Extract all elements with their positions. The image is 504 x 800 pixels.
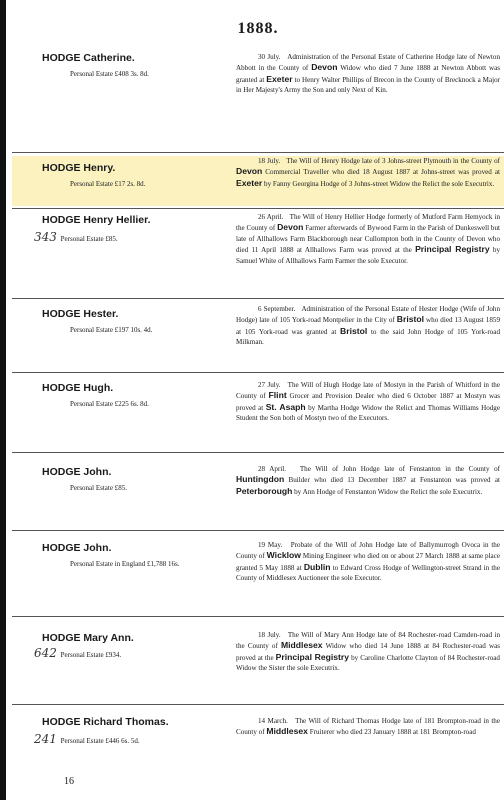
entry-estate: Personal Estate £408 3s. 8d. xyxy=(70,70,149,78)
entry-date: 19 May. xyxy=(258,541,283,549)
entry-estate: Personal Estate £17 2s. 8d. xyxy=(70,180,146,188)
entry-hodge-john-huntingdon xyxy=(12,456,504,526)
entry-name: HODGE Hugh. xyxy=(42,382,114,394)
entry-date: 26 April. xyxy=(258,213,284,221)
entry-name: HODGE Catherine. xyxy=(42,52,135,64)
entry-estate: Personal Estate £85. xyxy=(70,484,127,492)
entry-hodge-hester xyxy=(12,302,504,374)
entry-name: HODGE Hester. xyxy=(42,308,119,320)
entry-divider xyxy=(12,452,504,453)
entry-text: 28 April. The Will of John Hodge late of Fenstanton in the County of Huntingdon Builder who died 13 December 1887 at Fenstanton was proved at Peterborough by Ann Hodge of Fenstanton Widow the Relict the sole Executrix. xyxy=(236,465,500,496)
entry-name: HODGE Henry Hellier. xyxy=(42,214,151,226)
registry-name: Bristol xyxy=(340,325,368,336)
entry-estate: 642 Personal Estate £934. xyxy=(34,646,122,660)
entry-divider xyxy=(12,616,504,617)
entry-text: 26 April. The Will of Henry Hellier Hodge formerly of Mutford Farm Hemyock in the County of Devon Farmer afterwards of Bywood Farm in the Parish of Dunkeswell but late of Allhallows Farm Blackborough near Cullompton both in the County of Devon who died 11 April 1888 at Allhallows Farm was proved at the Principal Registry by Samuel White of Allhallows Farm Farmer the sole Executor. xyxy=(236,213,500,265)
entry-date: 30 July. xyxy=(258,53,281,61)
entry-date: 28 April. xyxy=(258,465,287,473)
entry-hodge-mary-ann xyxy=(12,620,504,700)
county-name: Wicklow xyxy=(266,550,301,561)
entry-text: 14 March. The Will of Richard Thomas Hodge late of 181 Brompton-road in the County of Middlesex Fruiterer who died 23 January 1888 at 181 Brompton-road xyxy=(236,717,500,737)
entry-name: HODGE John. xyxy=(42,466,112,478)
entry-divider xyxy=(12,208,504,209)
entry-divider xyxy=(12,152,504,153)
entry-hodge-catherine xyxy=(12,48,504,148)
county-name: Flint xyxy=(268,390,287,401)
entry-text: 19 May. Probate of the Will of John Hodge late of Ballymurrogh Ovoca in the County of Wicklow Mining Engineer who died on or about 27 March 1888 at same place granted 5 May 1888 at Dublin to Edward Cross Hodge of Wellington-street Strand in the County of Middlesex Auctioneer the sole Executor. xyxy=(236,541,501,583)
registry-name: Exeter xyxy=(266,73,293,84)
county-name: Huntingdon xyxy=(236,474,285,485)
registry-name: Principal Registry xyxy=(415,244,490,255)
page-year: 1888. xyxy=(237,20,279,37)
registry-name: St. Asaph xyxy=(265,401,306,412)
entry-date: 18 July. xyxy=(258,631,281,639)
entry-date: 14 March. xyxy=(258,717,288,725)
county-name: Middlesex xyxy=(281,640,323,651)
entry-text: 27 July. The Will of Hugh Hodge late of Mostyn in the Parish of Whitford in the County of Flint Grocer and Provision Dealer who died 6 October 1887 at Mostyn was proved at St. Asaph by Martha Hodge Widow the Relict and Thomas Williams Hodge Student the Son both of Mostyn two of the Executors. xyxy=(236,381,500,423)
county-name: Devon xyxy=(236,166,263,177)
entry-text: 18 July. The Will of Henry Hodge late of 3 Johns-street Plymouth in the County of Devon Commercial Traveller who died 18 August 1887 at Johns-street was proved at Exeter by Fanny Georgina Hodge of 3 Johns-street Widow the Relict the sole Executrix. xyxy=(236,157,500,188)
entry-text: 30 July. Administration of the Personal Estate of Catherine Hodge late of Newton Abbott in the County of Devon Widow who died 7 June 1888 at Newton Abbott was granted at Exeter to Henry Walter Phillips of Brecon in the County of Brecknock a Major in Her Majesty's Army the Son and only Next of Kin. xyxy=(236,53,501,95)
entry-estate: Personal Estate in England £1,788 16s. xyxy=(70,560,180,568)
entry-divider xyxy=(12,298,504,299)
entry-text: 18 July. The Will of Mary Ann Hodge late of 84 Rochester-road Camden-road in the County of Middlesex Widow who died 14 June 1888 at 84 Rochester-road was proved at the Principal Registry by Caroline Charlotte Clayton of 84 Rochester-road Widow the Sister the sole Executrix. xyxy=(236,631,500,673)
entry-name: HODGE Richard Thomas. xyxy=(42,716,169,728)
entry-divider xyxy=(12,372,504,373)
entry-estate: 343 Personal Estate £85. xyxy=(34,230,118,244)
entry-name: HODGE John. xyxy=(42,542,112,554)
entry-text: 6 September. Administration of the Personal Estate of Hester Hodge (Wife of John Hodge) late of 105 York-road Montpelier in the City of Bristol who died 13 August 1859 at 105 York-road was granted at Bristol to the said John Hodge of 105 York-road Milkman. xyxy=(236,305,500,347)
entry-name: HODGE Henry. xyxy=(42,162,116,174)
entry-hodge-henry-hellier xyxy=(12,212,504,296)
entry-estate: Personal Estate £197 10s. 4d. xyxy=(70,326,153,334)
entry-hodge-john-wicklow xyxy=(12,534,504,612)
entry-estate: Personal Estate £225 6s. 8d. xyxy=(70,400,149,408)
entry-estate: 241 Personal Estate £446 6s. 5d. xyxy=(34,732,140,746)
registry-name: Exeter xyxy=(236,177,263,188)
entry-date: 6 September. xyxy=(258,305,296,313)
registry-name: Dublin xyxy=(303,561,331,572)
entry-date: 27 July. xyxy=(258,381,281,389)
entry-hodge-hugh xyxy=(12,376,504,448)
registry-name: Principal Registry xyxy=(275,651,350,662)
handwritten-annotation: 343 xyxy=(34,230,57,244)
county-name: Bristol xyxy=(396,314,425,325)
handwritten-annotation: 642 xyxy=(34,646,57,660)
registry-name: Peterborough xyxy=(236,485,293,496)
entry-hodge-richard-thomas xyxy=(12,708,504,768)
entry-hodge-henry xyxy=(12,156,504,206)
entry-name: HODGE Mary Ann. xyxy=(42,632,134,644)
county-name: Devon xyxy=(311,62,338,73)
entry-divider xyxy=(12,530,504,531)
page-number: 16 xyxy=(64,776,74,787)
county-name: Middlesex xyxy=(266,726,308,737)
county-name: Devon xyxy=(277,222,304,233)
handwritten-annotation: 241 xyxy=(34,732,57,746)
entry-divider xyxy=(12,704,504,705)
entry-date: 18 July. xyxy=(258,157,281,165)
